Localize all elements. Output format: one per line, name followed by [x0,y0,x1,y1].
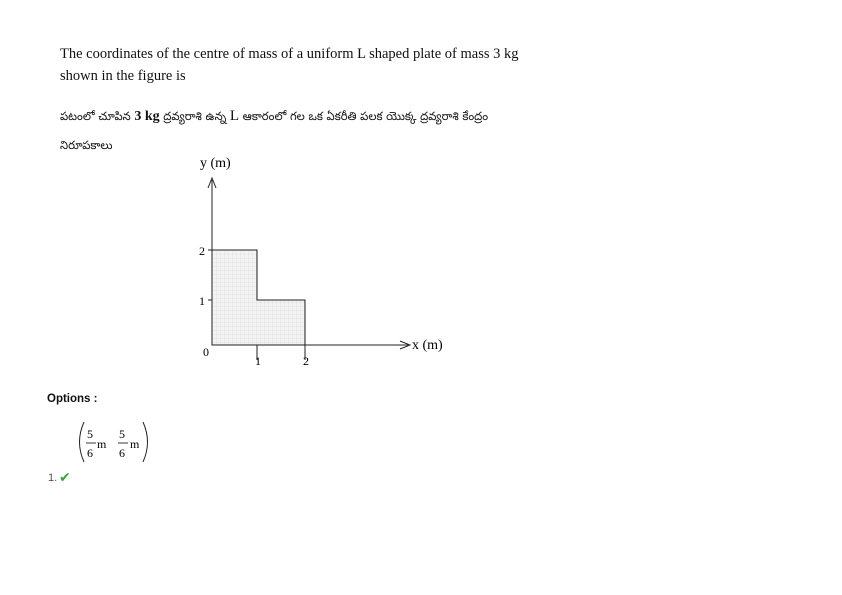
left-paren [80,422,85,462]
y-tick-label-2: 2 [199,244,205,258]
options-label: Options : [47,393,98,405]
x-numerator: 5 [87,427,93,441]
y-axis-label: y (m) [200,156,231,171]
y-unit: m [130,437,140,451]
option-number: 1. [48,472,58,484]
l-shape-figure [180,150,470,380]
question-english-line-2: shown in the figure is [60,68,186,84]
option-1-answer[interactable] [70,418,170,468]
shape-letter: L [229,108,239,124]
x-tick-label-1: 1 [255,354,261,368]
mass-value: 3 kg [134,109,160,124]
x-denominator: 6 [87,446,93,460]
y-denominator: 6 [119,446,125,460]
question-text-english [60,43,620,87]
question-telugu-line-1 [60,102,620,131]
question-telugu-line-2: నిరూపకాలు [60,138,113,152]
x-axis-label: x (m) [412,338,443,353]
telugu-text: ద్రవ్యరాశి ఉన్న [159,109,230,123]
l-shaped-plate [212,250,305,345]
right-paren [143,422,148,462]
origin-label: 0 [203,345,209,359]
y-tick-label-1: 1 [199,294,205,308]
x-unit: m [97,437,107,451]
y-numerator: 5 [119,427,125,441]
x-tick-label-2: 2 [303,354,309,368]
telugu-text: పటంలో చూపిన [60,109,135,123]
check-icon: ✔ [59,470,71,486]
telugu-text: ఆకారంలో గల ఒక ఏకరీతి పలక యొక్క ద్రవ్యరాశి కేంద్రం [239,109,489,123]
question-english-line-1: The coordinates of the centre of mass of a uniform L shaped plate of mass 3 kg [60,46,519,62]
